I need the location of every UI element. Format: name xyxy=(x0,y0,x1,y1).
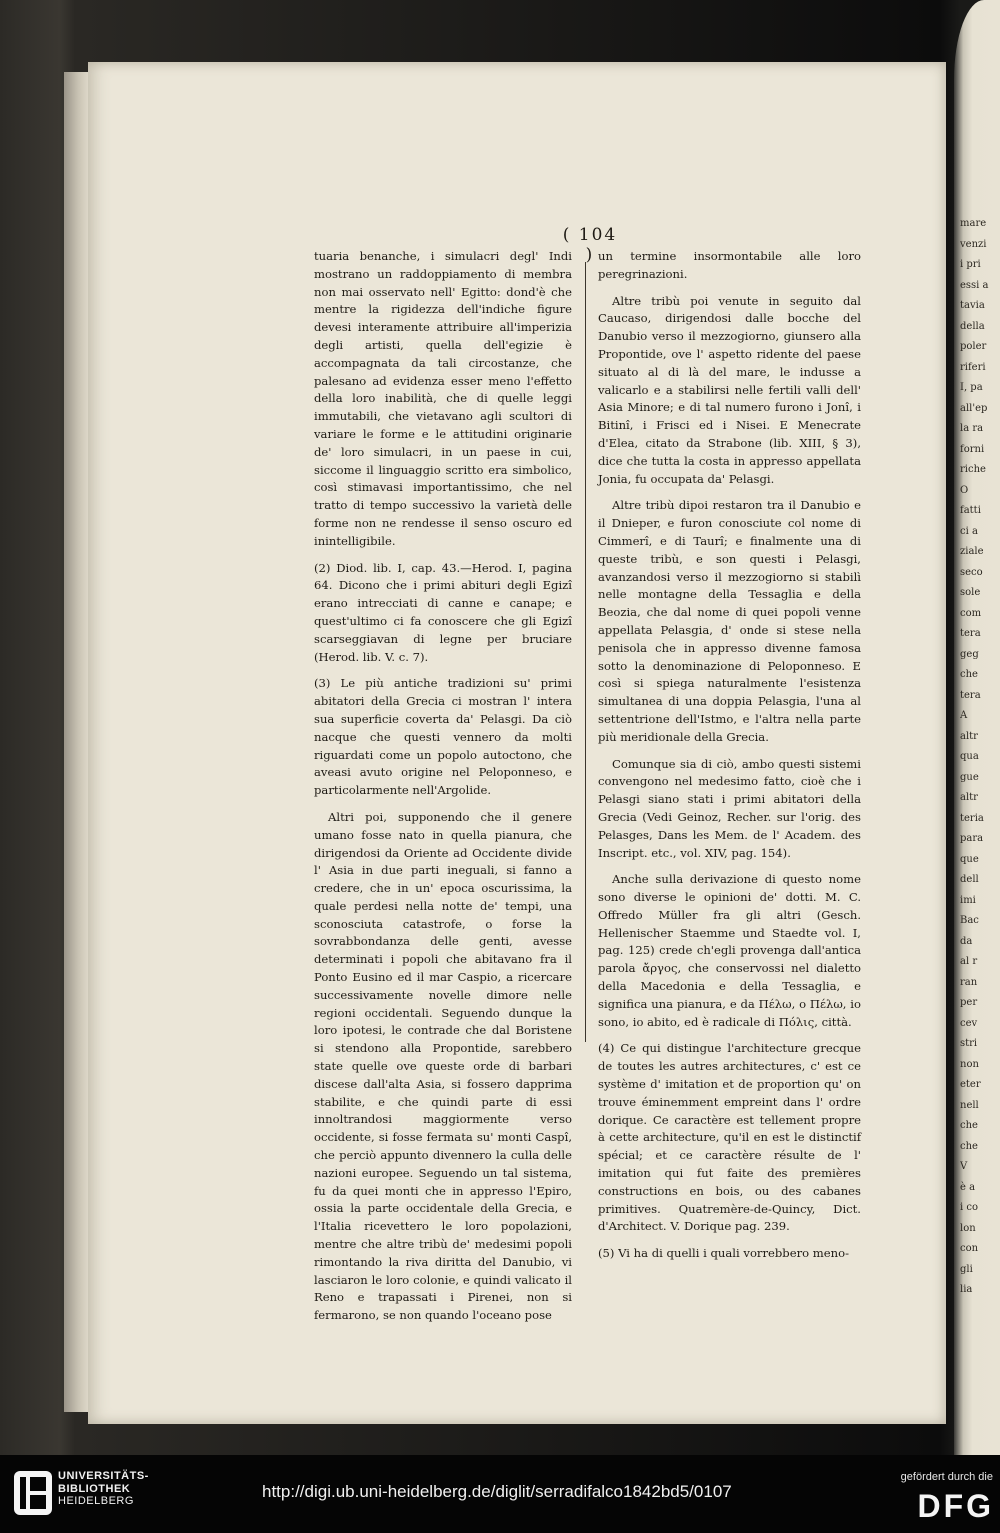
facing-page-word: riferi xyxy=(960,361,986,373)
facing-page-word: cev xyxy=(960,1017,978,1029)
facing-page-word: fatti xyxy=(960,505,981,516)
facing-page-word: stri xyxy=(960,1038,978,1049)
paragraph: Anche sulla derivazione di questo nome sono diverse le opinioni de' dotti. M. C. Offredo Müller fra gli altri (Gesch. Hellenischer Staemme und Staedte vol. I, pag. 125) crede ch'egli provenga dall'antica parola ἄργος, che conservossi nel dialetto della Macedonia e della Tessaglia, e significa una pianura, e da Πέλω, o Πέλω, io sono, io abito, ed è radicale di Πόλις, città. xyxy=(598,872,861,1029)
paragraph: (3) Le più antiche tradizioni su' primi abitatori della Grecia ci mostran l' intera sua superficie coverta da' Pelasgi. Da ciò nacque che questi vennero da molti riguardati come un popolo autoctono, che aveasi avuto origine nel Peloponneso, e particolarmente nell'Argolide. xyxy=(314,676,572,798)
paragraph: (4) Ce qui distingue l'architecture grecque de toutes les autres architectures, c' est ce système d' imitation et de proportion qu' on trouve éminemment empreint dans l' ordre dorique. Ce caractère est tellement propre à cette architecture, qu'il en est le distinctif spécial; et ce caractère résulte de l' imitation qui fut faite des premières constructions en bois, ou des cabanes primitives. Quatremère-de-Quincy, Dict. d'Architect. V. Dorique pag. 239. xyxy=(598,1041,861,1234)
facing-page-word: che xyxy=(960,669,978,680)
facing-page-word: com xyxy=(960,607,982,619)
facing-page-word: geg xyxy=(960,648,979,660)
page-number: ( 104 ) xyxy=(562,225,618,265)
paragraph: Altre tribù dipoi restaron tra il Danubio e il Dnieper, e furon conosciute col nome di Cimmerî, e di Taurî; e finalmente una di queste tribù, e son questi i Pelasgi, avanzandosi verso il mezzogiorno si stabilì nelle montagne della Tessaglia e della Beozia, che dal nome di quei popoli venne appellata Pelasgia, d' onde si stese nella penisola che in appresso divenne famosa sotto la denominazione di Peloponneso. E così si spiega naturalmente l'esistenza simultanea di una doppia Pelasgia, l'una al settentrione dell'Istmo, e l'altra nella parte più meridionale della Grecia. xyxy=(598,498,861,744)
facing-page-word: non xyxy=(960,1058,979,1070)
paragraph: (5) Vi ha di quelli i quali vorrebbero meno- xyxy=(598,1246,850,1261)
facing-page-text xyxy=(960,214,1000,1301)
facing-page-word: I, pa xyxy=(960,382,983,393)
facing-page-word: della xyxy=(960,320,985,332)
facing-page-word: nell xyxy=(960,1099,979,1111)
facing-page-word: lon xyxy=(960,1222,976,1234)
facing-page-word: imi xyxy=(960,894,976,906)
facing-page-word: para xyxy=(960,833,984,844)
left-text-column xyxy=(314,248,572,1334)
facing-page-word: venzi xyxy=(960,238,987,250)
paragraph: Altre tribù poi venute in seguito dal Caucaso, dirigendosi dalle bocche del Danubio verso il mezzogiorno, giunsero alla Propontide, ove l' aspetto ridente del paese situato al di là del mare, le indusse a valicarlo e a stabilirsi nelle fertili valli dell' Asia Minore; e di tal numero furono i Jonî, i Bitinî, i Frisci ed i Nisei. E Menecrate d'Elea, citato da Strabone (lib. XIII, § 3), dice che tutta la costa in appresso appellata Jonia, fu occupata da' Pelasgi. xyxy=(598,293,861,486)
facing-page-word: eter xyxy=(960,1079,981,1090)
book-page-edges xyxy=(64,72,88,1412)
facing-page-word: Bac xyxy=(960,915,979,926)
library-name-line: UNIVERSITÄTS- xyxy=(58,1470,149,1482)
facing-page-word: ci a xyxy=(960,525,978,537)
paragraph: Altri poi, supponendo che il genere umano fosse nato in quella pianura, che dirigendosi da Oriente ad Occidente divide l' Asia in due parti ineguali, si fanno a credere, che in un' epoca oscurissima, la quale perdesi nella notte de' tempi, una sconosciuta catastrofe, o forse la sovrabbondanza delle genti, avesse determinati i popoli che abitavano fra il Ponto Eusino ed il mar Caspio, a ricercare successivamente novelle dimore nelle regioni occidentali. Seguendo dunque la loro ipotesi, le contrade che dal Boristene si stendono alla Propontide, sarebbero state quelle ove queste orde di barbari discese dall'alta Asia, si fossero dapprima stabilite, e che quindi parte di essi innoltrandosi maggiormente verso occidente, si fosse fermata su' monti Caspî, che perciò appunto divennero la culla delle nazioni europee. Seguendo un tal sistema, fu da quei monti che in appresso l'Epiro, ossia la parte occidentale della Grecia, e l'Italia ricevettero le loro popolazioni, mentre che altre tribù de' medesimi popoli rimontando la riva diritta del Danubio, vi lasciaron le loro colonie, e quindi valicato il Reno e trapassati i Pirenei, non si fermarono, se non quando l'oceano pose xyxy=(314,809,572,1323)
library-name-line: BIBLIOTHEK xyxy=(58,1482,131,1495)
facing-page-word: O xyxy=(960,484,969,496)
funded-by-label: gefördert durch die xyxy=(900,1471,993,1483)
right-text-column xyxy=(598,248,861,1272)
library-name-line: HEIDELBERG xyxy=(58,1495,134,1507)
paragraph: (2) Diod. lib. I, cap. 43.—Herod. I, pagina 64. Dicono che i primi abituri degli Egizî erano intrecciati di canne e canape; e quest'ultimo ci fa conoscere che gli Egizî scarseggiavan di legne per bruciare (Herod. lib. V. c. 7). xyxy=(314,560,572,664)
facing-page-word: altr xyxy=(960,730,978,742)
facing-page-word: lia xyxy=(960,1284,973,1295)
paragraph: un termine insormontabile alle loro peregrinazioni. xyxy=(598,249,861,281)
facing-page-word: poler xyxy=(960,341,987,352)
facing-page-word: che xyxy=(960,1140,978,1152)
library-name[interactable] xyxy=(58,1470,258,1508)
facing-page-word: riche xyxy=(960,464,986,475)
paragraph: tuaria benanche, i simulacri degl' Indi mostrano un raddoppiamento di membra non mai osservato nell' Egitto: dond'è che mentre la rigidezza dell'indiche figure devesi interamente attribuire all'imperizia degli artisti, quella dell'egizie è accompagnata da tali circostanze, che palesano ad evidenza esser meno l'effetto della loro inabilità, che di quelle leggi immutabili, che vietavano agli scultori di variare le forme e le attitudini originarie de' loro simulacri, in un paese in cui, siccome il linguaggio scritto era simbolico, così stimavasi importantissimo, che nel tratto di tempo successivo la varietà delle forme non ne rendesse il senso oscuro ed inintelligibile. xyxy=(314,249,572,548)
facing-page-word: tera xyxy=(960,689,981,701)
facing-page-word: gli xyxy=(960,1263,973,1275)
facing-page-word: è a xyxy=(960,1181,976,1193)
facing-page-word: all'ep xyxy=(960,402,988,414)
facing-page-word: forni xyxy=(960,443,985,455)
facing-page-word: qua xyxy=(960,751,979,762)
facing-page-word: teria xyxy=(960,812,984,824)
facing-page-word: per xyxy=(960,997,978,1008)
facing-page-word: la ra xyxy=(960,423,984,434)
facing-page-word: dell xyxy=(960,874,979,885)
facing-page-word: que xyxy=(960,853,979,865)
facing-page-word: V xyxy=(960,1161,968,1172)
facing-page-word: sole xyxy=(960,587,981,598)
facing-page-word: mare xyxy=(960,218,987,229)
facing-page-word: da xyxy=(960,935,973,947)
column-divider xyxy=(585,262,586,1042)
facing-page-word: tera xyxy=(960,628,981,639)
facing-page-word: essi a xyxy=(960,279,989,291)
facing-page-word: ziale xyxy=(960,546,984,557)
dfg-logo[interactable]: DFG xyxy=(917,1488,994,1524)
facing-page-word: che xyxy=(960,1120,978,1131)
facing-page-word: tavia xyxy=(960,300,985,311)
facing-page-word: i co xyxy=(960,1202,978,1213)
facing-page-word: al r xyxy=(960,956,978,967)
facing-page-word: ran xyxy=(960,976,978,988)
facing-page-word: A xyxy=(960,710,968,721)
facing-page-word: seco xyxy=(960,566,983,578)
facing-page-word: con xyxy=(960,1243,979,1254)
permalink-url[interactable]: http://digi.ub.uni-heidelberg.de/diglit/serradifalco1842bd5/0107 xyxy=(262,1482,732,1501)
facing-page-word: i pri xyxy=(960,259,981,270)
paragraph: Comunque sia di ciò, ambo questi sistemi convengono nel medesimo fatto, cioè che i Pelasgi siano stati i primi abitatori della Grecia (Vedi Geinoz, Recher. sur l'orig. des Pelasges, Dans les Mem. de l' Academ. des Inscript. etc., vol. XIV, pag. 154). xyxy=(598,756,861,860)
library-logo-icon[interactable] xyxy=(14,1471,52,1515)
facing-page-word: gue xyxy=(960,771,979,783)
facing-page-word: altr xyxy=(960,792,978,803)
